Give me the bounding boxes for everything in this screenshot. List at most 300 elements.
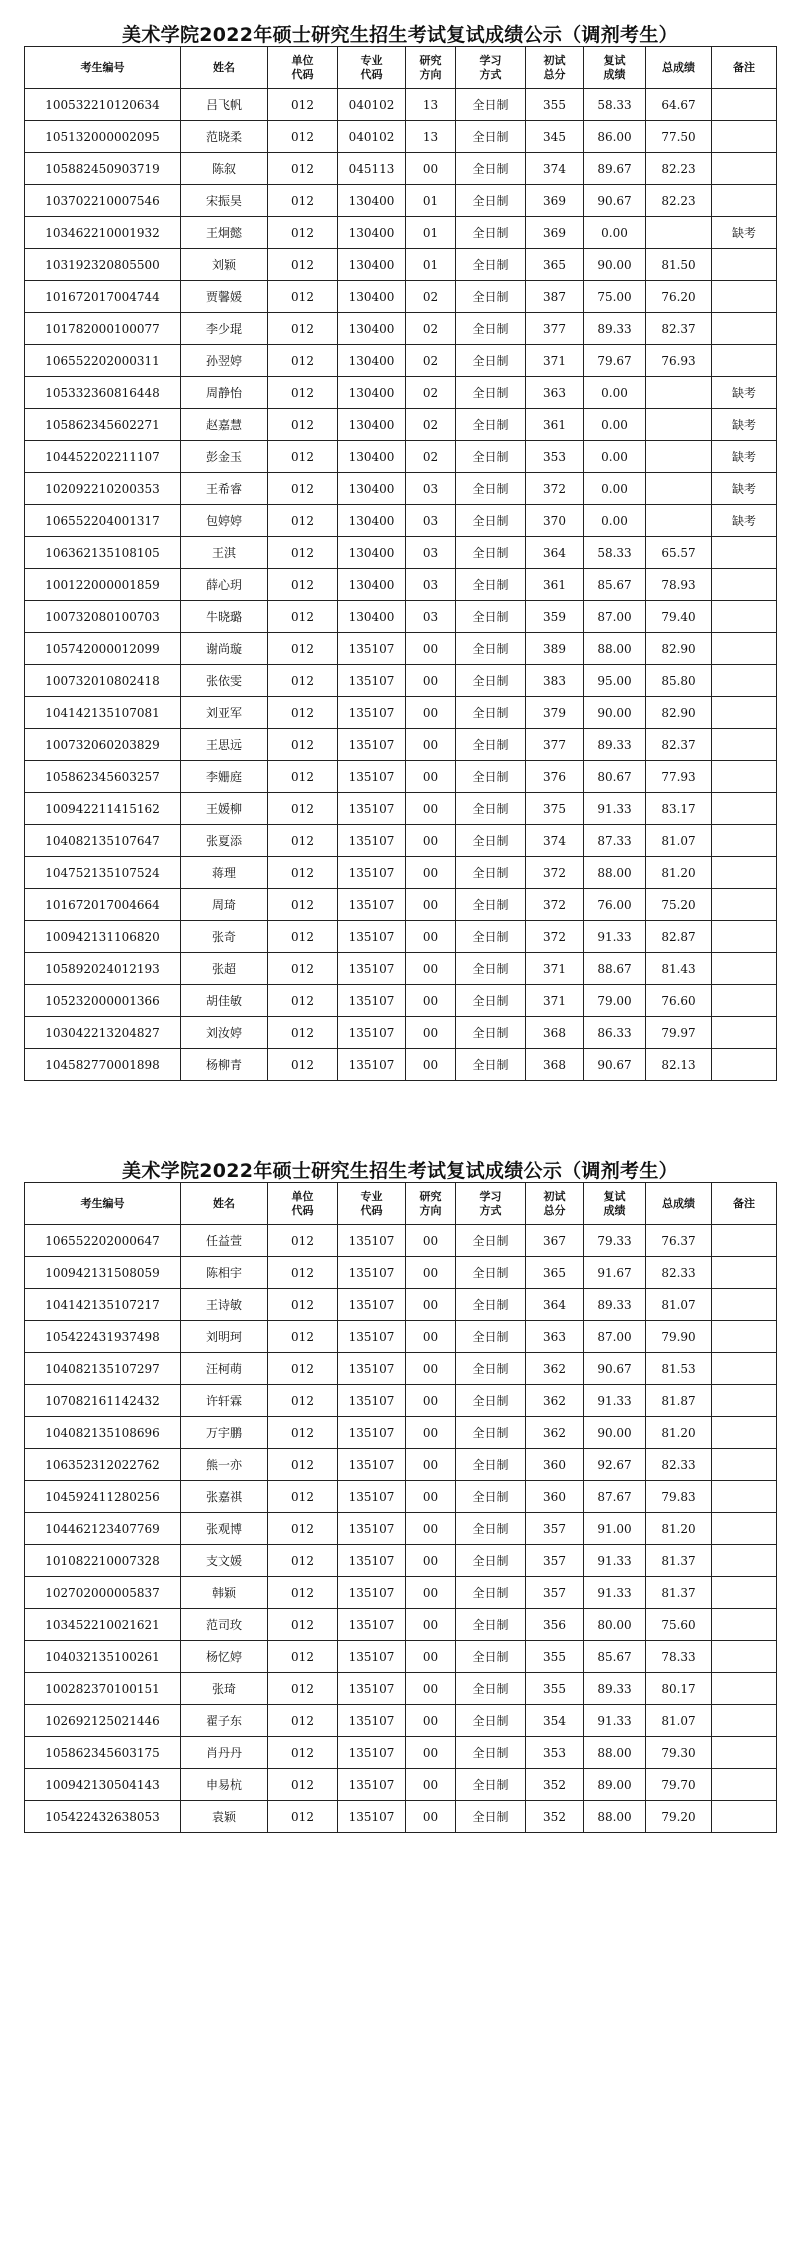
- cell-research-direction: 00: [406, 1321, 456, 1353]
- cell-total-score: 82.87: [646, 921, 712, 953]
- cell-research-direction: 00: [406, 1225, 456, 1257]
- cell-remark: [712, 1769, 777, 1801]
- cell-retest-score: 0.00: [584, 505, 646, 537]
- cell-retest-score: 85.67: [584, 1641, 646, 1673]
- header-name: 姓名: [181, 47, 268, 89]
- cell-name: 王诗敏: [181, 1289, 268, 1321]
- header-prelim-score: 初试 总分: [526, 47, 584, 89]
- cell-retest-score: 90.00: [584, 1417, 646, 1449]
- cell-retest-score: 79.33: [584, 1225, 646, 1257]
- cell-name: 宋振昊: [181, 185, 268, 217]
- cell-name: 翟子东: [181, 1705, 268, 1737]
- cell-major-code: 135107: [338, 665, 406, 697]
- header-unit-code: 单位 代码: [268, 1183, 338, 1225]
- cell-major-code: 130400: [338, 505, 406, 537]
- cell-candidate-id: 102092210200353: [25, 473, 181, 505]
- cell-research-direction: 01: [406, 185, 456, 217]
- cell-name: 范晓柔: [181, 121, 268, 153]
- table-row: [25, 89, 777, 121]
- cell-retest-score: 87.00: [584, 1321, 646, 1353]
- cell-retest-score: 91.67: [584, 1257, 646, 1289]
- header-research-direction: 研究 方向: [406, 47, 456, 89]
- table-row: [25, 185, 777, 217]
- cell-research-direction: 00: [406, 1513, 456, 1545]
- cell-total-score: 79.70: [646, 1769, 712, 1801]
- cell-retest-score: 91.33: [584, 1577, 646, 1609]
- cell-name: 谢尚璇: [181, 633, 268, 665]
- cell-unit-code: 012: [268, 1545, 338, 1577]
- cell-remark: [712, 1513, 777, 1545]
- cell-candidate-id: 100732080100703: [25, 601, 181, 633]
- cell-study-mode: 全日制: [456, 1513, 526, 1545]
- cell-candidate-id: 104142135107217: [25, 1289, 181, 1321]
- cell-major-code: 130400: [338, 249, 406, 281]
- cell-study-mode: 全日制: [456, 1577, 526, 1609]
- cell-remark: 缺考: [712, 377, 777, 409]
- cell-retest-score: 88.00: [584, 1801, 646, 1833]
- cell-research-direction: 00: [406, 1545, 456, 1577]
- table-row: [25, 889, 777, 921]
- cell-name: 陈叙: [181, 153, 268, 185]
- cell-retest-score: 58.33: [584, 89, 646, 121]
- cell-unit-code: 012: [268, 1705, 338, 1737]
- cell-prelim-score: 383: [526, 665, 584, 697]
- cell-unit-code: 012: [268, 1449, 338, 1481]
- cell-name: 肖丹丹: [181, 1737, 268, 1769]
- cell-candidate-id: 104452202211107: [25, 441, 181, 473]
- header-candidate-id: 考生编号: [25, 47, 181, 89]
- cell-candidate-id: 104082135107647: [25, 825, 181, 857]
- cell-candidate-id: 100122000001859: [25, 569, 181, 601]
- cell-study-mode: 全日制: [456, 1417, 526, 1449]
- cell-total-score: 78.33: [646, 1641, 712, 1673]
- table-row: [25, 153, 777, 185]
- cell-major-code: 135107: [338, 857, 406, 889]
- cell-major-code: 135107: [338, 761, 406, 793]
- table-row: [25, 441, 777, 473]
- cell-prelim-score: 363: [526, 377, 584, 409]
- cell-name: 王希睿: [181, 473, 268, 505]
- cell-retest-score: 58.33: [584, 537, 646, 569]
- cell-major-code: 130400: [338, 185, 406, 217]
- cell-unit-code: 012: [268, 825, 338, 857]
- cell-prelim-score: 356: [526, 1609, 584, 1641]
- table-row: [25, 953, 777, 985]
- cell-research-direction: 00: [406, 761, 456, 793]
- cell-research-direction: 03: [406, 505, 456, 537]
- table-row: [25, 121, 777, 153]
- cell-unit-code: 012: [268, 1769, 338, 1801]
- cell-prelim-score: 370: [526, 505, 584, 537]
- cell-major-code: 135107: [338, 1737, 406, 1769]
- cell-total-score: 79.20: [646, 1801, 712, 1833]
- cell-name: 牛晓璐: [181, 601, 268, 633]
- cell-total-score: 76.20: [646, 281, 712, 313]
- table-row: [25, 313, 777, 345]
- cell-total-score: [646, 409, 712, 441]
- cell-candidate-id: 100732010802418: [25, 665, 181, 697]
- cell-unit-code: 012: [268, 1017, 338, 1049]
- cell-research-direction: 00: [406, 793, 456, 825]
- cell-study-mode: 全日制: [456, 1017, 526, 1049]
- cell-unit-code: 012: [268, 601, 338, 633]
- cell-retest-score: 90.00: [584, 249, 646, 281]
- cell-major-code: 130400: [338, 409, 406, 441]
- cell-candidate-id: 103462210001932: [25, 217, 181, 249]
- cell-prelim-score: 364: [526, 1289, 584, 1321]
- cell-study-mode: 全日制: [456, 377, 526, 409]
- cell-prelim-score: 364: [526, 537, 584, 569]
- cell-unit-code: 012: [268, 921, 338, 953]
- cell-prelim-score: 365: [526, 249, 584, 281]
- cell-unit-code: 012: [268, 857, 338, 889]
- table-row: [25, 1289, 777, 1321]
- cell-retest-score: 0.00: [584, 473, 646, 505]
- cell-research-direction: 02: [406, 281, 456, 313]
- cell-major-code: 135107: [338, 1577, 406, 1609]
- cell-major-code: 135107: [338, 1481, 406, 1513]
- cell-unit-code: 012: [268, 409, 338, 441]
- cell-major-code: 135107: [338, 1545, 406, 1577]
- cell-study-mode: 全日制: [456, 697, 526, 729]
- cell-candidate-id: 104752135107524: [25, 857, 181, 889]
- cell-study-mode: 全日制: [456, 1449, 526, 1481]
- cell-candidate-id: 106552202000311: [25, 345, 181, 377]
- cell-research-direction: 00: [406, 1641, 456, 1673]
- cell-name: 刘亚军: [181, 697, 268, 729]
- cell-study-mode: 全日制: [456, 825, 526, 857]
- cell-remark: [712, 793, 777, 825]
- cell-research-direction: 02: [406, 345, 456, 377]
- table-row: [25, 1449, 777, 1481]
- cell-candidate-id: 102692125021446: [25, 1705, 181, 1737]
- table-header-row: [25, 1183, 777, 1225]
- cell-major-code: 130400: [338, 473, 406, 505]
- cell-remark: [712, 1353, 777, 1385]
- cell-unit-code: 012: [268, 569, 338, 601]
- cell-study-mode: 全日制: [456, 537, 526, 569]
- cell-study-mode: 全日制: [456, 1705, 526, 1737]
- cell-study-mode: 全日制: [456, 89, 526, 121]
- cell-unit-code: 012: [268, 1481, 338, 1513]
- cell-study-mode: 全日制: [456, 793, 526, 825]
- header-remark: 备注: [712, 1183, 777, 1225]
- cell-research-direction: 00: [406, 1417, 456, 1449]
- table-row: [25, 1017, 777, 1049]
- cell-remark: [712, 313, 777, 345]
- cell-total-score: 79.30: [646, 1737, 712, 1769]
- table-row: [25, 569, 777, 601]
- cell-study-mode: 全日制: [456, 665, 526, 697]
- cell-unit-code: 012: [268, 153, 338, 185]
- cell-major-code: 135107: [338, 1385, 406, 1417]
- cell-retest-score: 89.33: [584, 729, 646, 761]
- cell-candidate-id: 105892024012193: [25, 953, 181, 985]
- cell-retest-score: 92.67: [584, 1449, 646, 1481]
- cell-research-direction: 00: [406, 1449, 456, 1481]
- cell-total-score: 64.67: [646, 89, 712, 121]
- cell-remark: [712, 1225, 777, 1257]
- cell-retest-score: 79.67: [584, 345, 646, 377]
- cell-prelim-score: 368: [526, 1017, 584, 1049]
- cell-research-direction: 00: [406, 1289, 456, 1321]
- cell-unit-code: 012: [268, 313, 338, 345]
- cell-study-mode: 全日制: [456, 313, 526, 345]
- cell-name: 薛心玥: [181, 569, 268, 601]
- cell-remark: 缺考: [712, 217, 777, 249]
- cell-major-code: 135107: [338, 793, 406, 825]
- cell-remark: [712, 1017, 777, 1049]
- cell-candidate-id: 100282370100151: [25, 1673, 181, 1705]
- cell-major-code: 130400: [338, 313, 406, 345]
- cell-unit-code: 012: [268, 1577, 338, 1609]
- cell-retest-score: 91.33: [584, 1705, 646, 1737]
- cell-total-score: 81.07: [646, 1705, 712, 1737]
- cell-major-code: 135107: [338, 1769, 406, 1801]
- cell-unit-code: 012: [268, 185, 338, 217]
- cell-research-direction: 00: [406, 1737, 456, 1769]
- cell-study-mode: 全日制: [456, 601, 526, 633]
- cell-prelim-score: 377: [526, 729, 584, 761]
- cell-retest-score: 89.33: [584, 313, 646, 345]
- cell-prelim-score: 371: [526, 985, 584, 1017]
- cell-retest-score: 90.67: [584, 1353, 646, 1385]
- cell-study-mode: 全日制: [456, 281, 526, 313]
- header-study-mode: 学习 方式: [456, 47, 526, 89]
- cell-major-code: 130400: [338, 377, 406, 409]
- header-remark: 备注: [712, 47, 777, 89]
- cell-prelim-score: 360: [526, 1481, 584, 1513]
- cell-major-code: 135107: [338, 1609, 406, 1641]
- cell-remark: [712, 1289, 777, 1321]
- table-row: [25, 633, 777, 665]
- cell-remark: [712, 761, 777, 793]
- cell-candidate-id: 106552202000647: [25, 1225, 181, 1257]
- cell-major-code: 135107: [338, 985, 406, 1017]
- cell-retest-score: 80.00: [584, 1609, 646, 1641]
- cell-prelim-score: 371: [526, 953, 584, 985]
- cell-research-direction: 00: [406, 1017, 456, 1049]
- cell-total-score: 81.20: [646, 857, 712, 889]
- cell-study-mode: 全日制: [456, 121, 526, 153]
- table-row: [25, 1705, 777, 1737]
- cell-total-score: 79.83: [646, 1481, 712, 1513]
- cell-retest-score: 91.33: [584, 793, 646, 825]
- cell-total-score: 75.20: [646, 889, 712, 921]
- cell-remark: [712, 665, 777, 697]
- cell-candidate-id: 100942211415162: [25, 793, 181, 825]
- cell-research-direction: 00: [406, 825, 456, 857]
- cell-remark: [712, 825, 777, 857]
- cell-retest-score: 90.67: [584, 185, 646, 217]
- cell-study-mode: 全日制: [456, 633, 526, 665]
- table-row: [25, 473, 777, 505]
- cell-remark: 缺考: [712, 441, 777, 473]
- cell-retest-score: 89.33: [584, 1289, 646, 1321]
- cell-major-code: 135107: [338, 729, 406, 761]
- cell-prelim-score: 389: [526, 633, 584, 665]
- cell-name: 李少琨: [181, 313, 268, 345]
- cell-remark: 缺考: [712, 409, 777, 441]
- table-row: [25, 505, 777, 537]
- cell-major-code: 135107: [338, 1353, 406, 1385]
- cell-unit-code: 012: [268, 281, 338, 313]
- cell-total-score: 80.17: [646, 1673, 712, 1705]
- cell-candidate-id: 105862345603257: [25, 761, 181, 793]
- table-row: [25, 409, 777, 441]
- cell-prelim-score: 369: [526, 217, 584, 249]
- cell-unit-code: 012: [268, 1049, 338, 1081]
- table-row: [25, 1225, 777, 1257]
- header-total-score: 总成绩: [646, 1183, 712, 1225]
- cell-prelim-score: 363: [526, 1321, 584, 1353]
- cell-study-mode: 全日制: [456, 857, 526, 889]
- cell-total-score: 82.37: [646, 313, 712, 345]
- cell-major-code: 135107: [338, 1673, 406, 1705]
- cell-prelim-score: 376: [526, 761, 584, 793]
- cell-major-code: 135107: [338, 921, 406, 953]
- cell-prelim-score: 362: [526, 1417, 584, 1449]
- cell-candidate-id: 106552204001317: [25, 505, 181, 537]
- cell-prelim-score: 352: [526, 1769, 584, 1801]
- cell-candidate-id: 104142135107081: [25, 697, 181, 729]
- cell-research-direction: 00: [406, 857, 456, 889]
- table-row: [25, 345, 777, 377]
- cell-prelim-score: 361: [526, 409, 584, 441]
- table-row: [25, 825, 777, 857]
- header-research-direction: 研究 方向: [406, 1183, 456, 1225]
- cell-unit-code: 012: [268, 89, 338, 121]
- cell-name: 李姗庭: [181, 761, 268, 793]
- cell-retest-score: 90.00: [584, 697, 646, 729]
- header-prelim-score: 初试 总分: [526, 1183, 584, 1225]
- cell-study-mode: 全日制: [456, 1225, 526, 1257]
- cell-study-mode: 全日制: [456, 1049, 526, 1081]
- cell-remark: [712, 1545, 777, 1577]
- cell-name: 张观博: [181, 1513, 268, 1545]
- header-retest-score: 复试 成绩: [584, 1183, 646, 1225]
- cell-unit-code: 012: [268, 793, 338, 825]
- cell-candidate-id: 100942131508059: [25, 1257, 181, 1289]
- cell-prelim-score: 361: [526, 569, 584, 601]
- cell-name: 蒋理: [181, 857, 268, 889]
- cell-candidate-id: 103452210021621: [25, 1609, 181, 1641]
- cell-name: 孙翌婷: [181, 345, 268, 377]
- cell-study-mode: 全日制: [456, 889, 526, 921]
- cell-total-score: 79.40: [646, 601, 712, 633]
- table-row: [25, 729, 777, 761]
- cell-total-score: 76.60: [646, 985, 712, 1017]
- cell-retest-score: 0.00: [584, 217, 646, 249]
- cell-research-direction: 01: [406, 217, 456, 249]
- cell-name: 袁颖: [181, 1801, 268, 1833]
- table-row: [25, 921, 777, 953]
- table-row: [25, 217, 777, 249]
- table-row: [25, 1769, 777, 1801]
- cell-prelim-score: 357: [526, 1513, 584, 1545]
- cell-unit-code: 012: [268, 121, 338, 153]
- cell-total-score: 82.90: [646, 633, 712, 665]
- cell-major-code: 135107: [338, 1017, 406, 1049]
- cell-remark: [712, 633, 777, 665]
- table-row: [25, 1481, 777, 1513]
- cell-total-score: 82.33: [646, 1257, 712, 1289]
- cell-candidate-id: 103192320805500: [25, 249, 181, 281]
- cell-remark: [712, 1385, 777, 1417]
- cell-study-mode: 全日制: [456, 953, 526, 985]
- cell-major-code: 130400: [338, 281, 406, 313]
- cell-name: 周静怡: [181, 377, 268, 409]
- cell-research-direction: 00: [406, 153, 456, 185]
- cell-candidate-id: 101082210007328: [25, 1545, 181, 1577]
- cell-study-mode: 全日制: [456, 1769, 526, 1801]
- cell-name: 张超: [181, 953, 268, 985]
- cell-retest-score: 85.67: [584, 569, 646, 601]
- cell-study-mode: 全日制: [456, 473, 526, 505]
- cell-total-score: 81.20: [646, 1513, 712, 1545]
- cell-remark: [712, 729, 777, 761]
- cell-candidate-id: 106352312022762: [25, 1449, 181, 1481]
- cell-name: 王思远: [181, 729, 268, 761]
- cell-name: 任益萱: [181, 1225, 268, 1257]
- cell-unit-code: 012: [268, 633, 338, 665]
- cell-name: 支文媛: [181, 1545, 268, 1577]
- cell-major-code: 135107: [338, 889, 406, 921]
- cell-retest-score: 87.00: [584, 601, 646, 633]
- cell-prelim-score: 352: [526, 1801, 584, 1833]
- cell-candidate-id: 105882450903719: [25, 153, 181, 185]
- cell-remark: [712, 1257, 777, 1289]
- cell-research-direction: 00: [406, 1673, 456, 1705]
- cell-study-mode: 全日制: [456, 1609, 526, 1641]
- cell-total-score: [646, 441, 712, 473]
- cell-study-mode: 全日制: [456, 1673, 526, 1705]
- cell-research-direction: 03: [406, 601, 456, 633]
- cell-major-code: 135107: [338, 1289, 406, 1321]
- cell-total-score: 82.90: [646, 697, 712, 729]
- cell-major-code: 135107: [338, 1705, 406, 1737]
- cell-research-direction: 00: [406, 633, 456, 665]
- cell-research-direction: 00: [406, 1705, 456, 1737]
- cell-total-score: 76.93: [646, 345, 712, 377]
- cell-name: 汪柯萌: [181, 1353, 268, 1385]
- table-row: [25, 1801, 777, 1833]
- cell-remark: [712, 1641, 777, 1673]
- cell-total-score: 85.80: [646, 665, 712, 697]
- cell-remark: [712, 953, 777, 985]
- cell-name: 吕飞帆: [181, 89, 268, 121]
- header-major-code: 专业 代码: [338, 47, 406, 89]
- cell-major-code: 135107: [338, 825, 406, 857]
- cell-study-mode: 全日制: [456, 729, 526, 761]
- cell-total-score: 79.97: [646, 1017, 712, 1049]
- cell-candidate-id: 105332360816448: [25, 377, 181, 409]
- cell-study-mode: 全日制: [456, 505, 526, 537]
- table-row: [25, 601, 777, 633]
- cell-candidate-id: 100942131106820: [25, 921, 181, 953]
- cell-candidate-id: 102702000005837: [25, 1577, 181, 1609]
- cell-study-mode: 全日制: [456, 1801, 526, 1833]
- cell-remark: [712, 601, 777, 633]
- table-row: [25, 857, 777, 889]
- cell-name: 杨柳青: [181, 1049, 268, 1081]
- cell-prelim-score: 369: [526, 185, 584, 217]
- cell-unit-code: 012: [268, 1737, 338, 1769]
- cell-prelim-score: 357: [526, 1545, 584, 1577]
- cell-research-direction: 00: [406, 1577, 456, 1609]
- cell-major-code: 130400: [338, 537, 406, 569]
- cell-study-mode: 全日制: [456, 1353, 526, 1385]
